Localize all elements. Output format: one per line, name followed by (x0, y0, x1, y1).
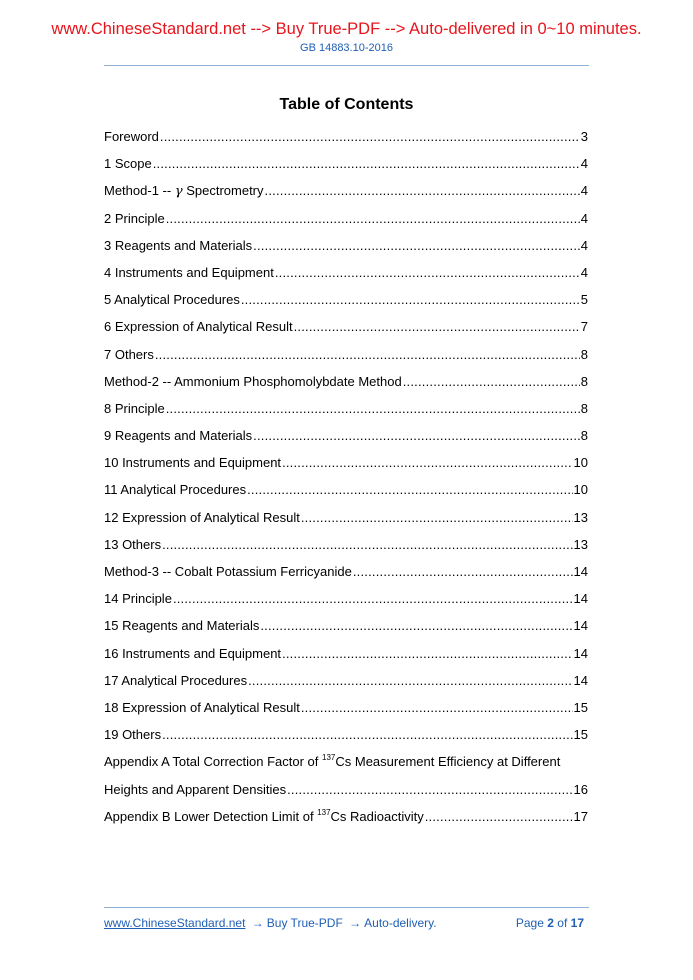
dot-leader (166, 210, 580, 227)
toc-entry-label: 2 Principle (104, 210, 165, 226)
toc-entry-6-expression[interactable] (104, 318, 588, 345)
toc-entry-13-others[interactable] (104, 536, 588, 563)
dot-leader (275, 264, 580, 281)
toc-entry-15-reagents[interactable] (104, 617, 588, 644)
toc-entry-page: 4 (580, 156, 588, 172)
toc-entry-3-reagents[interactable] (104, 237, 588, 264)
toc-entry-17-procedures[interactable] (104, 672, 588, 699)
toc-entry-12-expression[interactable] (104, 509, 588, 536)
toc-entry-page: 10 (573, 482, 588, 498)
toc-entry-10-instruments[interactable] (104, 454, 588, 481)
dot-leader (282, 645, 572, 662)
isotope-mass-number: 137 (322, 753, 336, 763)
toc-entry-page: 4 (580, 237, 588, 253)
dot-leader (301, 509, 573, 526)
toc-entry-page: 14 (573, 672, 588, 688)
toc-entry-page: 3 (580, 129, 588, 144)
toc-entry-page: 15 (573, 727, 588, 743)
toc-entry-label: 18 Expression of Analytical Result (104, 699, 300, 715)
page-word: Page (515, 916, 544, 930)
appendix-b-title-start: Appendix B Lower Detection Limit of (104, 808, 318, 824)
dot-leader (166, 400, 580, 417)
isotope-mass-number: 137 (317, 807, 331, 817)
toc-entry-label: 3 Reagents and Materials (104, 237, 253, 253)
footer-buy-text: Buy True-PDF (266, 916, 343, 930)
table-of-contents (104, 128, 588, 835)
toc-entry-label: Heights and Apparent Densities (104, 781, 287, 797)
toc-entry-appendix-a-line-1[interactable] (104, 753, 588, 780)
toc-entry-page: 8 (580, 428, 588, 444)
toc-entry-label: 14 Principle (104, 591, 172, 607)
top-banner[interactable]: www.ChineseStandard.net --> Buy True-PDF --> Auto-delivered in 0~10 minutes. (51, 20, 642, 38)
standard-number: GB 14883.10-2016 (300, 42, 393, 54)
toc-entry-page: 14 (573, 618, 588, 634)
toc-entry-label: 6 Expression of Analytical Result (104, 319, 293, 335)
toc-entry-page: 7 (580, 319, 588, 335)
toc-entry-method-1[interactable] (104, 182, 588, 209)
toc-entry-5-procedures[interactable] (104, 291, 588, 318)
toc-entry-page: 13 (573, 509, 588, 525)
footer-delivery-text: Auto-delivery. (364, 916, 437, 930)
page-indicator (516, 915, 584, 931)
toc-entry-label: 11 Analytical Procedures (104, 482, 247, 498)
dot-leader (353, 563, 573, 580)
gamma-symbol: γ (174, 184, 183, 200)
arrow-right-icon: → (251, 916, 264, 930)
toc-entry-16-instruments[interactable] (104, 645, 588, 672)
current-page-number: 2 (547, 916, 554, 930)
toc-entry-label: Foreword (104, 129, 159, 144)
toc-entry-page: 4 (580, 264, 588, 280)
appendix-a-title-end: Measurement Efficiency at Different (351, 754, 561, 770)
dot-leader (162, 726, 572, 743)
label-suffix: Spectrometry (182, 183, 264, 199)
dot-leader (241, 291, 580, 308)
toc-entry-18-expression[interactable] (104, 699, 588, 726)
dot-leader (160, 128, 580, 145)
toc-entry-label: 12 Expression of Analytical Result (104, 509, 300, 525)
toc-entry-label: 15 Reagents and Materials (104, 618, 260, 634)
dot-leader (155, 346, 580, 363)
toc-entry-label: 10 Instruments and Equipment (104, 455, 282, 471)
toc-entry-page: 15 (573, 699, 588, 715)
dot-leader (282, 454, 572, 471)
toc-entry-page: 8 (580, 373, 588, 389)
toc-entry-7-others[interactable] (104, 346, 588, 373)
total-page-number: 17 (570, 916, 584, 930)
toc-entry-method-3[interactable] (104, 563, 588, 590)
dot-leader (253, 427, 580, 444)
dot-leader (265, 182, 580, 199)
toc-entry-page: 17 (573, 808, 588, 824)
toc-entry-14-principle[interactable] (104, 590, 588, 617)
dot-leader (173, 590, 573, 607)
toc-entry-label: 5 Analytical Procedures (104, 292, 240, 308)
toc-entry-4-instruments[interactable] (104, 264, 588, 291)
dot-leader (153, 155, 580, 172)
isotope-symbol: Cs (335, 754, 352, 770)
appendix-b-title-end: Radioactivity (346, 808, 424, 824)
toc-entry-page: 8 (580, 346, 588, 362)
toc-entry-label: 16 Instruments and Equipment (104, 645, 282, 661)
dot-leader (403, 373, 580, 390)
toc-entry-page: 4 (580, 183, 588, 199)
toc-entry-label: 8 Principle (104, 400, 165, 416)
footer (104, 915, 588, 931)
toc-entry-label (104, 182, 264, 200)
toc-entry-label: 1 Scope (104, 156, 152, 172)
toc-entry-2-principle[interactable] (104, 210, 588, 237)
dot-leader (253, 237, 580, 254)
toc-entry-page: 4 (580, 210, 588, 226)
toc-entry-page: 8 (580, 400, 588, 416)
toc-entry-appendix-a-line-2[interactable] (104, 781, 588, 808)
arrow-right-icon: → (349, 916, 362, 930)
toc-entry-page: 14 (573, 564, 588, 579)
label-prefix: Method-1 -- (104, 183, 175, 199)
toc-entry-9-reagents[interactable] (104, 427, 588, 454)
toc-entry-page: 14 (573, 591, 588, 607)
toc-entry-page: 14 (573, 645, 588, 661)
footer-divider (104, 907, 589, 908)
dot-leader (162, 536, 572, 553)
toc-entry-foreword[interactable] (104, 128, 588, 155)
header-divider (104, 65, 589, 66)
isotope-symbol: Cs (330, 808, 347, 824)
toc-entry-method-2[interactable] (104, 373, 588, 400)
toc-entry-page: 5 (580, 292, 588, 308)
toc-entry-page: 16 (573, 781, 588, 797)
toc-entry-page: 10 (573, 455, 588, 471)
toc-entry-8-principle[interactable] (104, 400, 588, 427)
toc-entry-label: Method-3 -- Cobalt Potassium Ferricyanide (104, 564, 352, 579)
toc-entry-19-others[interactable] (104, 726, 588, 753)
dot-leader (247, 481, 572, 498)
toc-entry-appendix-b[interactable] (104, 808, 588, 835)
toc-entry-label: 19 Others (104, 727, 162, 743)
toc-entry-11-procedures[interactable] (104, 481, 588, 508)
dot-leader (287, 781, 572, 798)
toc-entry-label: 9 Reagents and Materials (104, 428, 253, 444)
dot-leader (425, 808, 573, 825)
toc-entry-label (104, 808, 424, 825)
toc-entry-label: 4 Instruments and Equipment (104, 264, 274, 280)
toc-entry-label: Method-2 -- Ammonium Phosphomolybdate Method (104, 373, 402, 389)
footer-site-link[interactable]: www.ChineseStandard.net (104, 916, 246, 930)
toc-entry-page: 13 (573, 536, 588, 552)
dot-leader (260, 617, 572, 634)
toc-entry-label: 7 Others (104, 346, 154, 362)
toc-entry-scope[interactable] (104, 155, 588, 182)
dot-leader (301, 699, 573, 716)
page-of-word: of (557, 916, 568, 930)
dot-leader (248, 672, 572, 689)
dot-leader (294, 318, 580, 335)
toc-title: Table of Contents (279, 96, 414, 113)
toc-entry-label: 17 Analytical Procedures (104, 672, 248, 688)
toc-entry-label: 13 Others (104, 536, 162, 552)
appendix-a-title-start: Appendix A Total Correction Factor of (104, 754, 322, 770)
